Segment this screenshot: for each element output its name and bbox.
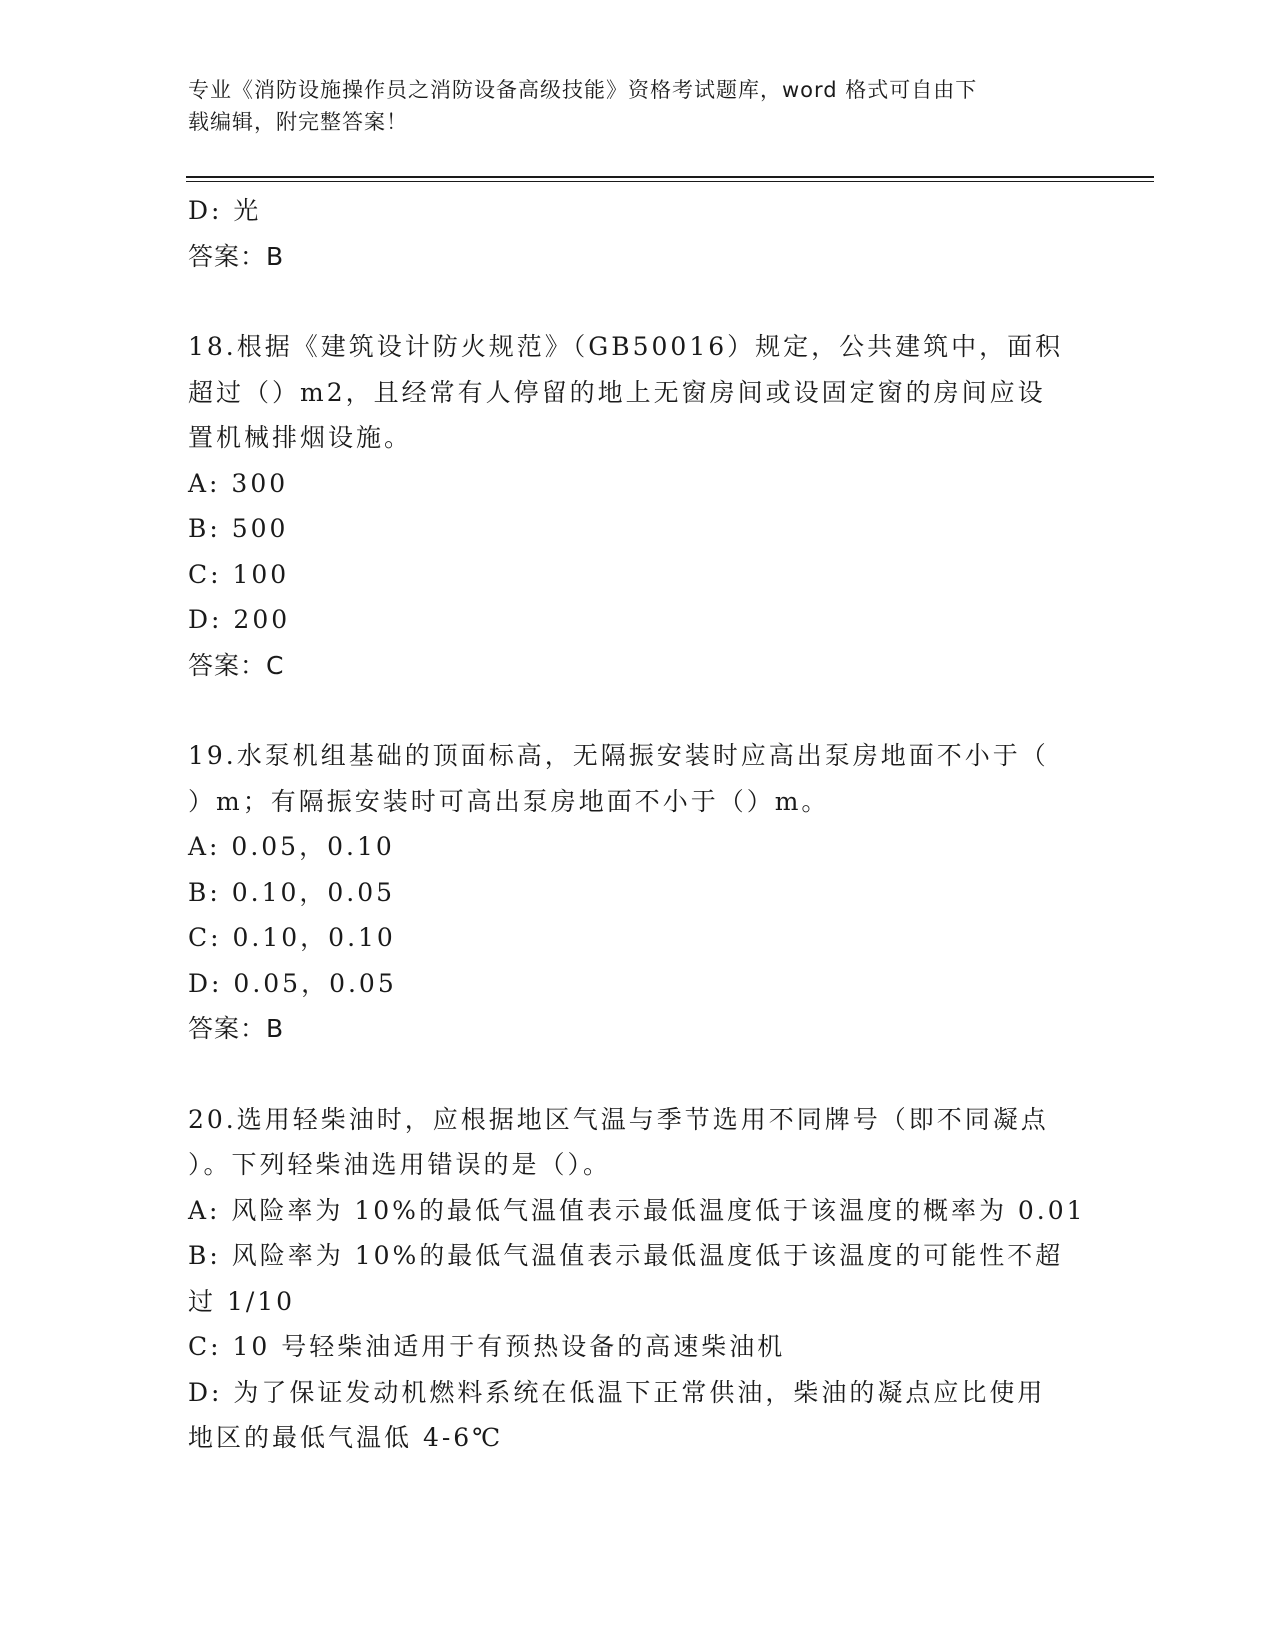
option-a: A: 0.05，0.10: [188, 832, 395, 861]
answer-line: 答案：C: [188, 650, 285, 680]
option-b: B: 风险率为 10%的最低气温值表示最低温度低于该温度的可能性不超: [188, 1241, 1064, 1270]
question-stem-line: 19.水泵机组基础的顶面标高，无隔振安装时应高出泵房地面不小于（: [188, 741, 1049, 770]
header-line-1: 专业《消防设施操作员之消防设备高级技能》资格考试题库，word 格式可自由下: [188, 78, 978, 102]
option-b: B: 500: [188, 514, 289, 543]
question-stem-line: ）。下列轻柴油选用错误的是（）。: [188, 1150, 612, 1179]
option-b: B: 0.10，0.05: [188, 877, 396, 907]
question-stem-line: 18.根据《建筑设计防火规范》（GB50016）规定，公共建筑中，面积: [188, 332, 1064, 361]
option-a: A: 风险率为 10%的最低气温值表示最低温度低于该温度的概率为 0.01: [188, 1195, 1086, 1225]
option-b-continued: 过 1/10: [188, 1286, 296, 1316]
spacer: [188, 279, 1088, 324]
page-header: [188, 74, 1068, 138]
option-c: C: 10 号轻柴油适用于有预热设备的高速柴油机: [188, 1332, 786, 1361]
question-stem-line: 20.选用轻柴油时，应根据地区气温与季节选用不同牌号（即不同凝点: [188, 1104, 1049, 1134]
question-20: [188, 1097, 1088, 1461]
option-a: A: 300: [188, 468, 289, 498]
question-stem-line: 超过（）m2，且经常有人停留的地上无窗房间或设固定窗的房间应设: [188, 377, 1046, 407]
question-18: [188, 324, 1088, 688]
answer-line: 答案：B: [188, 241, 285, 271]
spacer: [188, 688, 1088, 733]
spacer: [188, 1052, 1088, 1097]
option-c: C: 100: [188, 559, 290, 589]
header-rule-thick: [186, 176, 1154, 178]
option-d: D: 光: [188, 196, 262, 225]
question-stem-line: ）m；有隔振安装时可高出泵房地面不小于（）m。: [188, 786, 830, 816]
option-d: D: 为了保证发动机燃料系统在低温下正常供油，柴油的凝点应比使用: [188, 1377, 1046, 1407]
option-d: D: 200: [188, 605, 291, 634]
document-body: [188, 188, 1088, 1461]
option-d-continued: 地区的最低气温低 4-6℃: [188, 1423, 504, 1452]
header-rule-thin: [186, 181, 1154, 182]
question-stem-line: 置机械排烟设施。: [188, 423, 413, 452]
header-line-2: 载编辑，附完整答案！: [188, 110, 408, 134]
option-c: C: 0.10，0.10: [188, 923, 396, 952]
answer-line: 答案：B: [188, 1014, 285, 1043]
option-d: D: 0.05，0.05: [188, 968, 397, 998]
question-19: [188, 733, 1088, 1052]
